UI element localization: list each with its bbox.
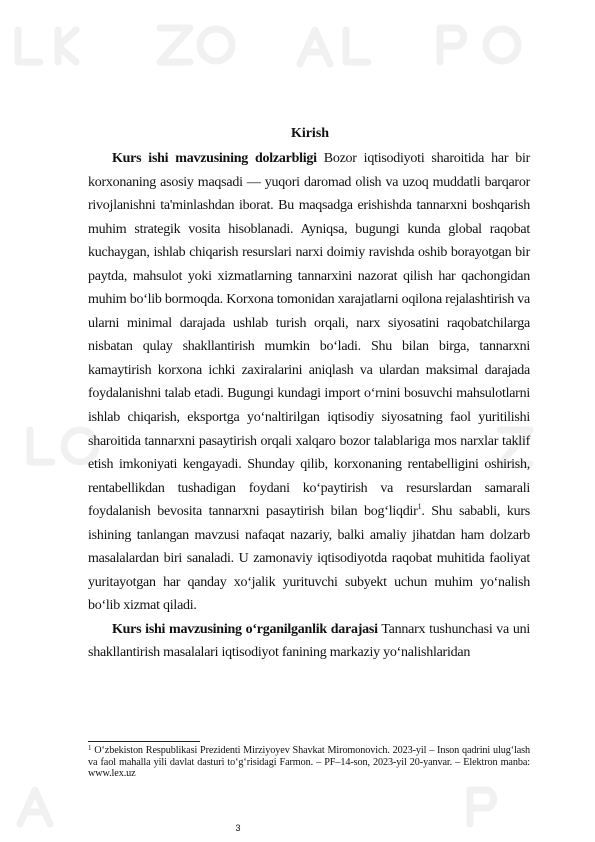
footnote-text: O‘zbekiston Respublikasi Prezidenti Mirziyoyev Shavkat Miromonovich. 2023-yil – Inson qadrini ulug‘lash va faol mahalla yili davlat dasturi to‘g‘risidagi Farmon. – PF–14-son, 2023-yil 20-yanvar. – Elektron manba: www.lex.uz — [88, 745, 530, 780]
relevance-text-part1: Bozor iqtisodiyoti sharoitida har bir korxonaning asosiy maqsadi — yuqori daromad olish va uzoq muddatli barqaror rivojlanishni ta'minlashdan iborat. Bu maqsadga erishishda tannarxni boshqarish muhim strategik vosita hisoblanadi. Ayniqsa, bugungi kunda global raqobat kuchaygan, ishlab chiqarish resurslari narxi doimiy ravishda oshib borayotgan bir paytda, mahsulot yoki xizmatlarning tannarxini nazorat qilish har qachongidan muhim bo‘lib bormoqda. Korxona tomonidan xarajatlarni oqilona rejalashtirish va ularni minimal darajada ushlab turish orqali, narx siyosatini raqobatchilarga nisbatan qulay shakllantirish mumkin bo‘ladi. Shu bilan birga, tannarxni kamaytirish korxona ichki zaxiralarini aniqlash va ulardan maksimal darajada foydalanishni talab etadi. Bugungi kundagi import o‘rnini bosuvchi mahsulotlarni ishlab chiqarish, eksportga yo‘naltirilgan iqtisodiy siyosatning faol yuritilishi sharoitida tannarxni pasaytirish orqali xalqaro bozor talablariga mos narxlar taklif etish imkoniyati kengayadi. Shunday qilib, korxonaning rentabelligini oshirish, rentabellikdan tushadigan foydani ko‘paytirish va resurslardan samarali foydalanish bevosita tannarxni pasaytirish bilan bog‘liqdir — [88, 151, 530, 520]
footnote-reference[interactable]: 1 — [417, 502, 422, 512]
footnote — [88, 745, 530, 780]
study-degree-text: Tannarx tushunchasi va uni shakllantirish masalalari iqtisodiyot fanining markaziy yo‘nalishlaridan — [88, 621, 531, 661]
paragraph-study-degree — [88, 618, 530, 665]
study-degree-heading: Kurs ishi mavzusining o‘rganilganlik darajasi — [112, 621, 378, 637]
relevance-heading: Kurs ishi mavzusining dolzarbligi — [112, 151, 317, 166]
paragraph-relevance — [88, 147, 530, 618]
page-body — [88, 124, 530, 665]
page-title: Kirish — [290, 126, 330, 141]
page-number: 3 — [235, 823, 241, 833]
relevance-text-part2: . Shu sababli, kurs ishining tanlangan mavzusi nafaqat nazariy, balki amaliy jihatdan ham dolzarb masalalardan biri sanaladi. U zamonaviy iqtisodiyotda raqobat muhitida faoliyat yuritayotgan har qanday xo‘jalik yurituvchi subyekt uchun muhim yo‘nalish bo‘lib xizmat qiladi. — [88, 504, 531, 614]
footnote-separator — [88, 741, 200, 742]
footnote-marker: 1 — [88, 744, 92, 752]
